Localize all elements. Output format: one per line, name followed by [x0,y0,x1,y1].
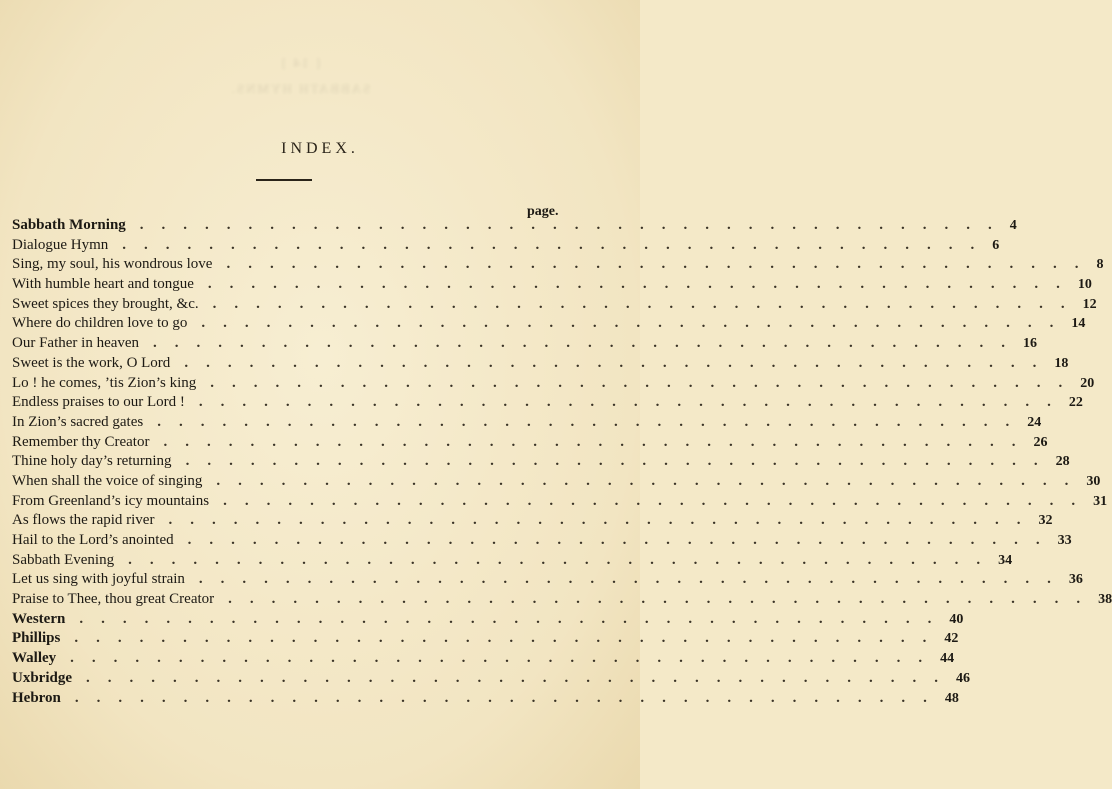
entry-title: When shall the voice of singing [12,472,203,489]
entry-page-number: 18 [1054,355,1069,371]
dot-leader: ........................................ [86,669,956,686]
dot-leader: ........................................ [139,217,1010,233]
dot-leader: ........................................ [184,354,1055,371]
entry-page-number: 34 [998,552,1013,568]
entry-page-number: 40 [949,611,964,627]
entry-title: Let us sing with joyful strain [12,571,185,588]
index-entry [12,669,970,689]
entry-page-number: 10 [1077,277,1092,293]
entry-page-number: 36 [1068,572,1083,588]
dot-leader: ........................................ [163,433,1034,450]
entry-page-number: 46 [956,670,970,686]
dot-leader: ........................................ [153,335,1024,352]
dot-leader: ........................................ [70,650,941,667]
index-entry [12,570,1083,590]
entry-title: Praise to Thee, thou great Creator [12,591,215,608]
entry-title: Sing, my soul, his wondrous love [12,256,213,273]
index-entry [12,649,955,669]
dot-leader: ........................................ [226,256,1097,273]
entry-page-number: 48 [944,690,959,706]
dot-leader: ........................................ [168,512,1039,529]
dot-leader: ........................................ [122,236,993,253]
entry-title: Where do children love to go [12,315,188,332]
index-entry [12,393,1083,413]
index-entry [12,689,959,709]
bleed-through-line: [ 14 ] [279,55,321,70]
index-entry [12,492,1108,512]
entry-page-number: 20 [1080,375,1095,391]
entry-page-number: 32 [1038,513,1053,529]
dot-leader: ........................................ [216,472,1087,489]
entry-page-number: 26 [1033,434,1048,450]
entry-page-number: 22 [1068,395,1083,411]
title-rule [256,179,312,181]
entry-title: Our Father in heaven [12,335,140,352]
entry-page-number: 30 [1086,473,1101,489]
index-entries [12,216,1112,708]
dot-leader: ........................................ [74,689,945,706]
entry-page-number: 16 [1023,336,1038,352]
bleed-through-text [200,50,400,110]
dot-leader: ........................................ [223,492,1094,509]
index-entry [12,472,1101,492]
entry-title: Sabbath Evening [12,551,115,568]
index-title: INDEX. [281,140,359,157]
entry-page-number: 4 [1009,218,1017,233]
dot-leader: ........................................ [79,610,950,627]
dot-leader: ........................................ [198,394,1069,411]
entry-page-number: 38 [1098,592,1112,608]
entry-page-number: 12 [1082,296,1097,312]
index-entry [12,255,1104,275]
entry-title: Walley [12,650,57,667]
index-entry [12,511,1053,531]
bleed-through-line: SABBATH HYMNS. [229,81,371,96]
page-column-heading: page. [527,204,559,219]
entry-page-number: 14 [1071,316,1086,332]
index-entry [12,374,1095,394]
dot-leader: ........................................ [207,276,1078,293]
entry-title: Sweet is the work, O Lord [12,354,171,371]
entry-page-number: 28 [1055,454,1070,470]
entry-title: Hebron [12,689,61,706]
entry-title: Remember thy Creator [12,433,150,450]
index-entry [12,236,1000,256]
index-entry [12,610,964,630]
dot-leader: ........................................ [198,571,1069,588]
entry-title: Thine holy day’s returning [12,453,172,470]
entry-title: Sabbath Morning [12,217,126,233]
entry-title: Dialogue Hymn [12,236,109,253]
index-entry [12,413,1042,433]
entry-title: Lo ! he comes, ’tis Zion’s king [12,374,197,391]
index-entry [12,295,1097,315]
entry-title: Uxbridge [12,669,72,686]
entry-page-number: 42 [944,631,959,647]
index-entry [12,629,959,649]
index-entry [12,452,1070,472]
entry-title: Western [12,610,66,627]
index-entry [12,216,1017,236]
dot-leader: ........................................ [210,374,1081,391]
index-entry [12,334,1038,354]
dot-leader: ........................................ [201,315,1072,332]
index-entry [12,590,1112,610]
entry-page-number: 6 [992,237,1000,253]
dot-leader: ........................................ [228,591,1099,608]
entry-title: As flows the rapid river [12,512,155,529]
dot-leader: ........................................ [185,453,1056,470]
entry-title: With humble heart and tongue [12,276,194,293]
entry-page-number: 33 [1057,533,1072,548]
entry-page-number: 8 [1096,257,1104,273]
entry-title: Phillips [12,630,61,647]
entry-page-number: 31 [1093,493,1108,509]
entry-title: Sweet spices they brought, &c. [12,295,199,312]
entry-title: Endless praises to our Lord ! [12,394,185,411]
dot-leader: ........................................ [212,295,1083,312]
dot-leader: ........................................ [74,630,945,647]
entry-page-number: 44 [940,651,955,667]
dot-leader: ........................................ [157,413,1028,430]
index-entry [12,275,1092,295]
index-entry [12,354,1069,374]
entry-page-number: 24 [1027,414,1042,430]
index-entry [12,433,1048,453]
index-entry [12,551,1013,571]
entry-title: Hail to the Lord’s anointed [12,532,174,548]
index-entry [12,314,1086,334]
dot-leader: ........................................ [187,532,1058,548]
entry-title: In Zion’s sacred gates [12,413,144,430]
index-entry [12,531,1072,551]
entry-title: From Greenland’s icy mountains [12,492,210,509]
dot-leader: ........................................ [128,551,999,568]
